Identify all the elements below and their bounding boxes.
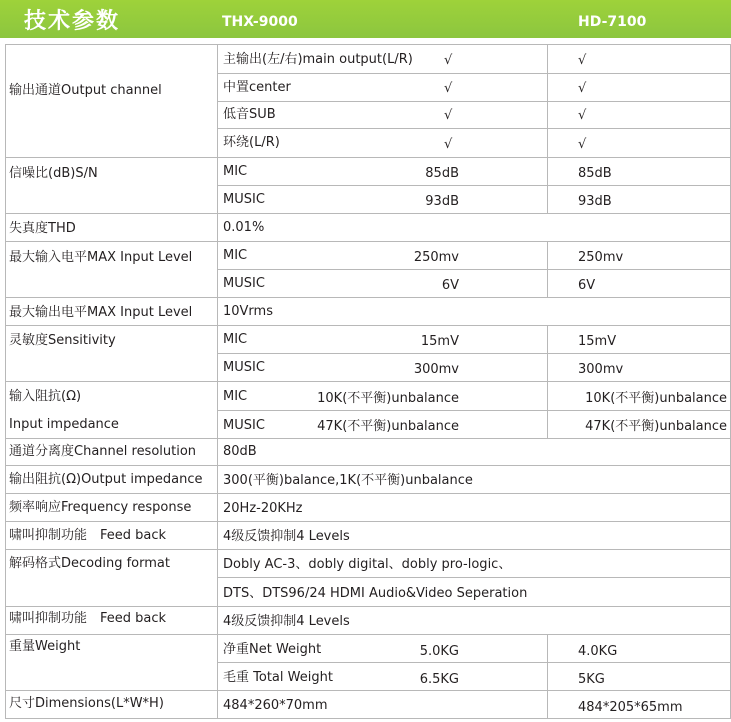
input-impedance-label-en: Input impedance	[9, 417, 119, 432]
row-divider	[217, 353, 731, 354]
max-input-value-b: 250mv	[578, 250, 624, 265]
max-output-label: 最大输出电平MAX Input Level	[9, 305, 193, 320]
row-divider	[217, 128, 731, 129]
input-impedance-value-a: 10K(不平衡)unbalance	[317, 391, 459, 406]
column-divider	[547, 325, 548, 438]
model-a-heading: THX-9000	[222, 14, 298, 30]
check-mark: √	[578, 81, 587, 96]
max-output-value: 10Vrms	[223, 304, 273, 319]
dimensions-value-a: 484*260*70mm	[223, 698, 328, 713]
max-input-label: 最大输入电平MAX Input Level	[9, 250, 193, 265]
row-divider	[217, 73, 731, 74]
model-b-heading: HD-7100	[578, 14, 647, 30]
frequency-response-value: 20Hz-20KHz	[223, 501, 303, 516]
output-impedance-label: 输出阻抗(Ω)Output impedance	[9, 472, 203, 487]
input-impedance-value-b: 10K(不平衡)unbalance	[585, 391, 727, 406]
row-divider	[5, 634, 731, 635]
row-divider	[5, 465, 731, 466]
input-impedance-value-b: 47K(不平衡)unbalance	[585, 419, 727, 434]
column-divider	[547, 634, 548, 718]
row-divider	[217, 662, 731, 663]
sensitivity-value-a: 300mv	[413, 362, 459, 377]
output-channel-item: 低音SUB	[223, 107, 276, 122]
row-divider	[5, 157, 731, 158]
row-divider	[217, 185, 731, 186]
sn-value-a: 85dB	[425, 166, 459, 181]
output-channel-item: 环绕(L/R)	[223, 135, 280, 150]
row-divider	[217, 269, 731, 270]
row-divider	[5, 241, 731, 242]
output-impedance-value: 300(平衡)balance,1K(不平衡)unbalance	[223, 473, 473, 488]
feedback-value: 4级反馈抑制4 Levels	[223, 614, 350, 629]
check-mark: √	[444, 53, 453, 68]
max-input-value-a: 6V	[441, 278, 459, 293]
check-mark: √	[578, 137, 587, 152]
sensitivity-item: MIC	[223, 332, 248, 347]
decoding-format-line2: DTS、DTS96/24 HDMI Audio&Video Seperation	[223, 586, 528, 601]
spec-title: 技术参数	[24, 9, 121, 34]
output-channel-label: 输出通道Output channel	[9, 83, 162, 98]
weight-value-b: 5KG	[578, 672, 605, 687]
sensitivity-item: MUSIC	[223, 360, 265, 375]
column-divider	[5, 44, 6, 718]
weight-label: 重量Weight	[9, 639, 81, 654]
feedback-value: 4级反馈抑制4 Levels	[223, 529, 350, 544]
row-divider	[217, 577, 731, 578]
check-mark: √	[444, 137, 453, 152]
check-mark: √	[578, 53, 587, 68]
weight-item: 净重Net Weight	[223, 642, 322, 657]
row-divider	[5, 493, 731, 494]
row-divider	[5, 381, 731, 382]
channel-resolution-label: 通道分离度Channel resolution	[9, 444, 197, 459]
column-divider	[547, 44, 548, 213]
sn-item: MIC	[223, 164, 248, 179]
dimensions-label: 尺寸Dimensions(L*W*H)	[9, 696, 164, 711]
row-divider	[5, 297, 731, 298]
max-input-value-a: 250mv	[413, 250, 459, 265]
thd-value: 0.01%	[223, 220, 265, 235]
input-impedance-label: 输入阻抗(Ω)	[9, 389, 82, 404]
output-channel-item: 主输出(左/右)main output(L/R)	[223, 52, 413, 67]
sensitivity-value-a: 15mV	[420, 334, 459, 349]
row-divider	[5, 325, 731, 326]
row-divider	[5, 521, 731, 522]
input-impedance-item: MUSIC	[223, 418, 265, 433]
sensitivity-label: 灵敏度Sensitivity	[9, 333, 116, 348]
decoding-format-line1: Dobly AC-3、dobly digital、dobly pro-logic、	[223, 557, 512, 572]
thd-label: 失真度THD	[9, 221, 76, 236]
row-divider	[5, 718, 731, 719]
row-divider	[5, 213, 731, 214]
row-divider	[5, 606, 731, 607]
feedback-label: 啸叫抑制功能 Feed back	[9, 528, 167, 543]
sn-value-b: 93dB	[578, 194, 612, 209]
dimensions-value-b: 484*205*65mm	[578, 700, 683, 715]
feedback-label: 啸叫抑制功能 Feed back	[9, 611, 167, 626]
weight-value-a: 6.5KG	[419, 672, 459, 687]
decoding-format-label: 解码格式Decoding format	[9, 556, 170, 571]
weight-value-b: 4.0KG	[578, 644, 618, 659]
check-mark: √	[444, 108, 453, 123]
row-divider	[5, 44, 731, 45]
weight-value-a: 5.0KG	[419, 644, 459, 659]
max-input-item: MUSIC	[223, 276, 265, 291]
max-input-value-b: 6V	[578, 278, 596, 293]
channel-resolution-value: 80dB	[223, 444, 257, 459]
check-mark: √	[444, 81, 453, 96]
sn-value-a: 93dB	[425, 194, 459, 209]
row-divider	[217, 410, 731, 411]
input-impedance-value-a: 47K(不平衡)unbalance	[317, 419, 459, 434]
frequency-response-label: 频率响应Frequency response	[9, 500, 192, 515]
sn-item: MUSIC	[223, 192, 265, 207]
row-divider	[5, 690, 731, 691]
row-divider	[5, 438, 731, 439]
max-input-item: MIC	[223, 248, 248, 263]
output-channel-item: 中置center	[223, 80, 291, 95]
column-divider	[217, 44, 218, 718]
input-impedance-item: MIC	[223, 389, 248, 404]
column-divider	[547, 241, 548, 297]
sensitivity-value-b: 300mv	[578, 362, 624, 377]
sensitivity-value-b: 15mV	[578, 334, 617, 349]
check-mark: √	[578, 108, 587, 123]
sn-value-b: 85dB	[578, 166, 612, 181]
row-divider	[5, 549, 731, 550]
weight-item: 毛重 Total Weight	[223, 670, 333, 685]
row-divider	[217, 101, 731, 102]
sn-label: 信噪比(dB)S/N	[9, 166, 98, 181]
